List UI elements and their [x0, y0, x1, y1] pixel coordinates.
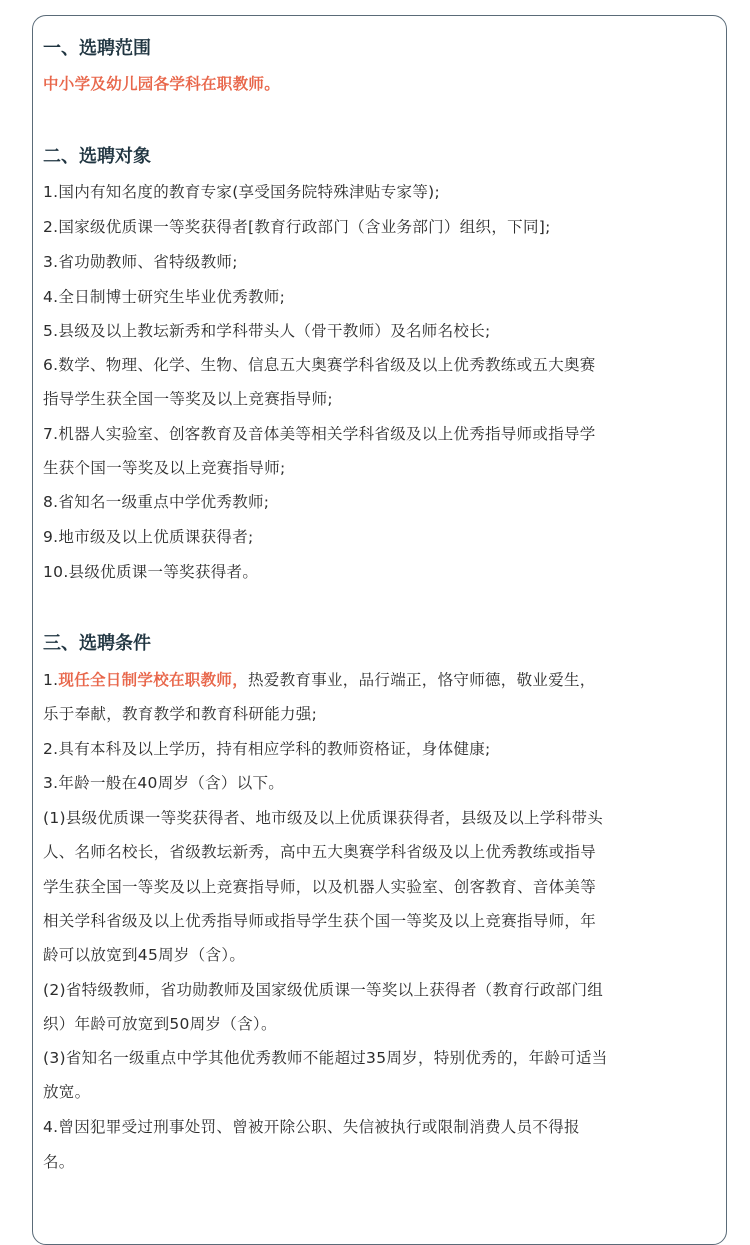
condition-subitem: (2)省特级教师，省功勋教师及国家级优质课一等奖以上获得者（教育行政部门组: [43, 981, 604, 999]
target-item: 3.省功勋教师、省特级教师;: [43, 253, 238, 271]
condition-item: 2.具有本科及以上学历，持有相应学科的教师资格证，身体健康;: [43, 740, 491, 758]
target-item: 1.国内有知名度的教育专家(享受国务院特殊津贴专家等);: [43, 183, 441, 201]
target-item: 8.省知名一级重点中学优秀教师;: [43, 493, 270, 511]
section-heading-scope: 一、选聘范围: [43, 38, 151, 59]
target-item: 9.地市级及以上优质课获得者;: [43, 528, 254, 546]
condition-subitem-continued: 龄可以放宽到45周岁（含）。: [43, 946, 246, 964]
section-heading-conditions: 三、选聘条件: [43, 633, 151, 654]
condition-subitem-continued: 放宽。: [43, 1083, 91, 1101]
condition-highlight: 现任全日制学校在职教师，: [58, 671, 248, 689]
target-item: 2.国家级优质课一等奖获得者[教育行政部门（含业务部门）组织，下同];: [43, 218, 551, 236]
target-item: 7.机器人实验室、创客教育及音体美等相关学科省级及以上优秀指导师或指导学: [43, 425, 596, 443]
target-item: 6.数学、物理、化学、生物、信息五大奥赛学科省级及以上优秀教练或五大奥赛: [43, 356, 596, 374]
condition-subitem: (3)省知名一级重点中学其他优秀教师不能超过35周岁，特别优秀的，年龄可适当: [43, 1049, 608, 1067]
target-item: 4.全日制博士研究生毕业优秀教师;: [43, 288, 286, 306]
target-item-continued: 生获个国一等奖及以上竞赛指导师;: [43, 459, 286, 477]
condition-item: [43, 669, 596, 691]
condition-subitem: (1)县级优质课一等奖获得者、地市级及以上优质课获得者，县级及以上学科带头: [43, 809, 604, 827]
condition-item: 4.曾因犯罪受过刑事处罚、曾被开除公职、失信被执行或限制消费人员不得报: [43, 1118, 580, 1136]
condition-number: 1.: [43, 671, 59, 689]
target-item: 5.县级及以上教坛新秀和学科带头人（骨干教师）及名师名校长;: [43, 322, 491, 340]
condition-item-continued: 名。: [43, 1153, 75, 1171]
scope-text: 中小学及幼儿园各学科在职教师。: [43, 75, 281, 93]
condition-subitem-continued: 相关学科省级及以上优秀指导师或指导学生获个国一等奖及以上竞赛指导师，年: [43, 912, 597, 930]
condition-item: 3.年龄一般在40周岁（含）以下。: [43, 774, 285, 792]
condition-subitem-continued: 织）年龄可放宽到50周岁（含）。: [43, 1015, 277, 1033]
section-heading-targets: 二、选聘对象: [43, 146, 151, 167]
condition-text: 热爱教育事业，品行端正，恪守师德，敬业爱生，: [248, 671, 596, 689]
target-item: 10.县级优质课一等奖获得者。: [43, 563, 259, 581]
condition-item-continued: 乐于奉献，教育教学和教育科研能力强;: [43, 705, 318, 723]
condition-subitem-continued: 人、名师名校长，省级教坛新秀，高中五大奥赛学科省级及以上优秀教练或指导: [43, 843, 597, 861]
target-item-continued: 指导学生获全国一等奖及以上竞赛指导师;: [43, 390, 333, 408]
condition-subitem-continued: 学生获全国一等奖及以上竞赛指导师，以及机器人实验室、创客教育、音体美等: [43, 878, 597, 896]
